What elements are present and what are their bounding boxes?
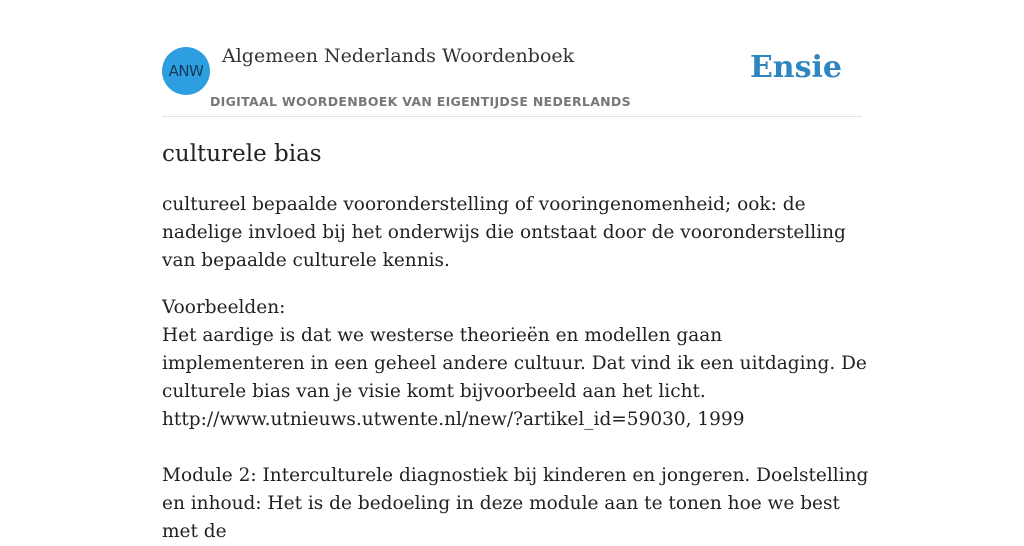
site-subtitle: DIGITAAL WOORDENBOEK VAN EIGENTIJDSE NEDERLANDS — [210, 94, 631, 109]
entry-content — [162, 116, 870, 546]
site-header — [162, 0, 862, 117]
example-text-2: Module 2: Interculturele diagnostiek bij kinderen en jongeren. Doelstelling en inhoud: Het is de bedoeling in deze module aan te tonen hoe we best met de — [162, 465, 869, 542]
ensie-logo[interactable]: Ensie — [749, 50, 842, 85]
entry-headword: culturele bias — [162, 141, 322, 167]
examples-label: Voorbeelden: — [162, 297, 286, 318]
example-source: http://www.utnieuws.utwente.nl/new/?artikel_id=59030, 1999 — [162, 409, 745, 430]
entry-examples — [162, 294, 870, 546]
entry-definition: cultureel bepaalde vooronderstelling of vooringenomenheid; ook: de nadelige invloed bij het onderwijs die ontstaat door de vooronderstelling van bepaalde culturele kennis. — [162, 194, 846, 271]
site-title[interactable]: Algemeen Nederlands Woordenboek — [222, 45, 575, 67]
anw-logo[interactable]: ANW — [162, 47, 210, 95]
example-text: Het aardige is dat we westerse theorieën en modellen gaan implementeren in een geheel andere cultuur. Dat vind ik een uitdaging. De culturele bias van je visie komt bijvoorbeeld aan het licht. — [162, 325, 867, 402]
example-spacer — [162, 434, 870, 462]
